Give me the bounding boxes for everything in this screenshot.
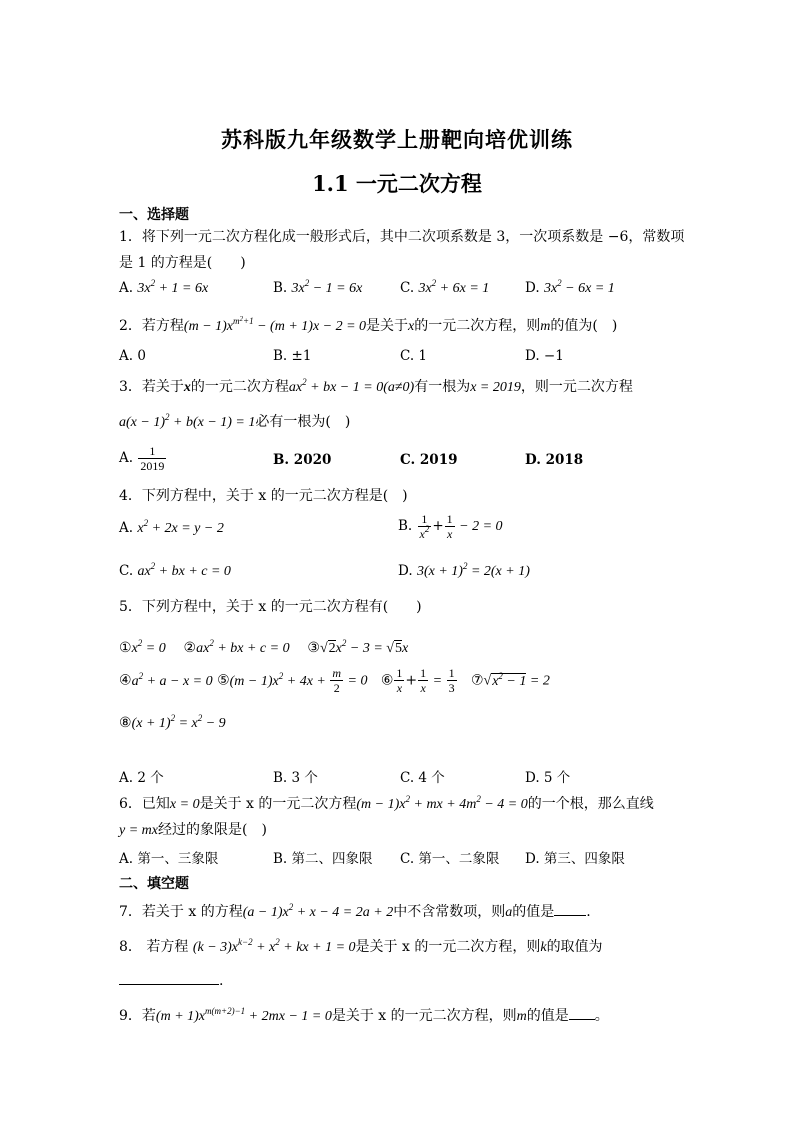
question-5-option-c: C. 4 个 [400, 770, 445, 786]
question-5-option-a: A. 2 个 [119, 770, 164, 786]
question-2-line1: 2．若方程$(m - 1)x^{m^2+1} - (m + 1)x - 2 = 0$是关于x的一元二次方程，则m的值为( ) [119, 315, 618, 334]
question-2-option-c: C. 1 [400, 348, 428, 364]
question-1-line1: 1．将下列一元二次方程化成一般形式后，其中二次项系数是 3，一次项系数是 −6，常数项 [119, 229, 685, 245]
question-8-line2: . [119, 970, 223, 989]
section-choice-heading: 一、选择题 [119, 207, 189, 223]
question-5-option-b: B. 3 个 [273, 770, 318, 786]
question-6-option-a: A. 第一、三象限 [119, 851, 219, 867]
question-1-option-b: B. $3x^2 - 1 = 6x$ [273, 278, 363, 296]
question-3-line2: $a(x - 1)^2 + b(x - 1) = 1$必有一根为( ) [119, 412, 351, 430]
question-6-option-b: B. 第二、四象限 [273, 851, 373, 867]
question-1-line2: 是 1 的方程是( ) [119, 255, 246, 271]
question-4-option-d: D. $3(x + 1)^2 = 2(x + 1)$ [398, 561, 530, 579]
question-5-text: 5．下列方程中，关于 x 的一元二次方程有( ) [119, 599, 422, 615]
question-1-option-c: C. $3x^2 + 6x = 1$ [400, 278, 490, 296]
question-9-text: 9．若$(m + 1)x^{m(m+2)-1} + 2mx - 1 = 0$是关于 x 的一元二次方程，则m的值是 。 [119, 1006, 609, 1024]
question-5-items-row3: ⑧(x + $1)^2 = x^2 - 9$ [119, 713, 226, 731]
question-3-line1: 3．若关于x的一元二次方程$ax^2$ + bx − 1 = 0(a≠0)有一根为x = 2019，则一元二次方程 [119, 377, 633, 395]
question-2-option-d: D. −1 [525, 348, 564, 364]
question-6-option-c: C. 第一、二象限 [400, 851, 500, 867]
question-3-option-d: D. 2018 [525, 452, 584, 468]
question-1-option-a: A. $3x^2 + 1 = 6x$ [119, 278, 209, 296]
question-5-items-row2: $④a^2 + a - x = 0$ ⑤(m − $1)x^2 + 4x$ + $\frac{m}{2}$ = 0 ⑥ $\frac{1}{x}$ + $\frac{1}{x}$ = $\frac{1}{3}$ $⑦√x^2 - 1 = 2$ [119, 666, 550, 695]
question-3-option-a: A. $\frac{1}{2019}$ [119, 444, 165, 473]
question-6-line2: y = mx经过的象限是( ) [119, 822, 267, 838]
document-title: 苏科版九年级数学上册靶向培优训练 [221, 127, 573, 152]
question-7-text: 7．若关于 x 的方程$(a - 1)x^2 + x - 4 = 2a + 2$中不含常数项，则a的值是 . [119, 902, 591, 920]
document-subtitle: 1.1 一元二次方程 [312, 171, 482, 196]
question-3-option-b: B. 2020 [273, 452, 332, 468]
question-2-option-b: B. ±1 [273, 348, 312, 364]
question-5-option-d: D. 5 个 [525, 770, 571, 786]
question-4-option-c: C. $ax^2$ + bx + c = 0 [119, 561, 231, 579]
question-4-text: 4．下列方程中，关于 x 的一元二次方程是( ) [119, 488, 408, 504]
question-6-option-d: D. 第三、四象限 [525, 851, 625, 867]
question-3-option-c: C. 2019 [400, 452, 458, 468]
question-8-line1: 8． 若方程 $(k - 3)x^{k-2} + x^2$ + kx + 1 = 0是关于 x 的一元二次方程，则k的取值为 [119, 937, 603, 955]
question-4-option-a: A. $x^2 + 2x = y - 2$ [119, 518, 224, 536]
question-5-items-row1: $①x^2 = 0$ $②ax^2$ + bx + c = 0 $③√2x^2 - 3 = √5x$ [119, 638, 409, 656]
question-1-option-d: D. $3x^2 - 6x = 1$ [525, 278, 615, 296]
question-4-option-b: B. $\frac{1}{x^2}$ + $\frac{1}{x}$ − 2 = 0 [398, 512, 503, 541]
question-6-line1: 6．已知x = 0是关于 x 的一元二次方程$(m - 1)x^2$ + mx + $4m^2 - 4 = 0$的一个根，那么直线 [119, 794, 654, 812]
question-2-option-a: A. 0 [119, 348, 146, 364]
section-fill-heading: 二、填空题 [119, 876, 189, 892]
